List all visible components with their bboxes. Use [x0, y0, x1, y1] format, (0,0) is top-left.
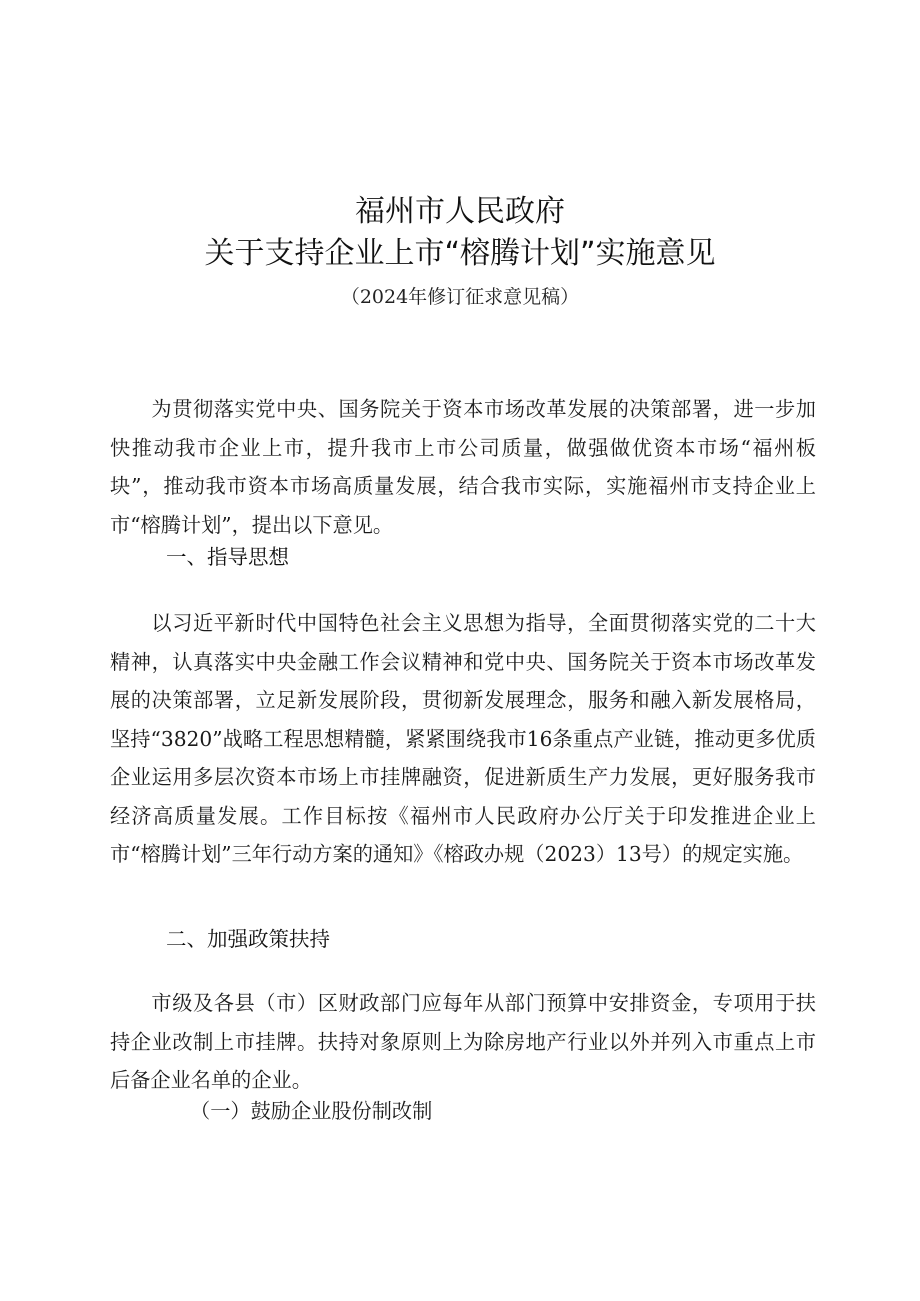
subsection-heading-shareholding-reform: （一）鼓励企业股份制改制: [190, 1099, 433, 1123]
intro-paragraph: 为贯彻落实党中央、国务院关于资本市场改革发展的决策部署，进一步加快推动我市企业上市，提升我市上市公司质量，做强做优资本市场“福州板块”，推动我市资本市场高质量发展，结合我市实际，实施福州市支持企业上市“榕腾计划”，提出以下意见。: [110, 397, 816, 537]
section-heading-policy-support: 二、加强政策扶持: [166, 927, 330, 951]
document-title-line-1: 福州市人民政府: [355, 194, 565, 229]
document-subtitle: （2024年修订征求意见稿）: [340, 286, 580, 308]
section-heading-guiding-ideology: 一、指导思想: [166, 545, 289, 569]
document-title-line-2: 关于支持企业上市“榕腾计划”实施意见: [204, 236, 716, 271]
guiding-ideology-paragraph: 以习近平新时代中国特色社会主义思想为指导，全面贯彻落实党的二十大精神，认真落实中央金融工作会议精神和党中央、国务院关于资本市场改革发展的决策部署，立足新发展阶段，贯彻新发展理念，服务和融入新发展格局，坚持“3820”战略工程思想精髓，紧紧围绕我市16条重点产业链，推动更多优质企业运用多层次资本市场上市挂牌融资，促进新质生产力发展，更好服务我市经济高质量发展。工作目标按《福州市人民政府办公厅关于印发推进企业上市“榕腾计划”三年行动方案的通知》《榕政办规（2023）13号）的规定实施。: [110, 611, 816, 867]
policy-support-paragraph: 市级及各县（市）区财政部门应每年从部门预算中安排资金，专项用于扶持企业改制上市挂牌。扶持对象原则上为除房地产行业以外并列入市重点上市后备企业名单的企业。: [110, 991, 816, 1093]
